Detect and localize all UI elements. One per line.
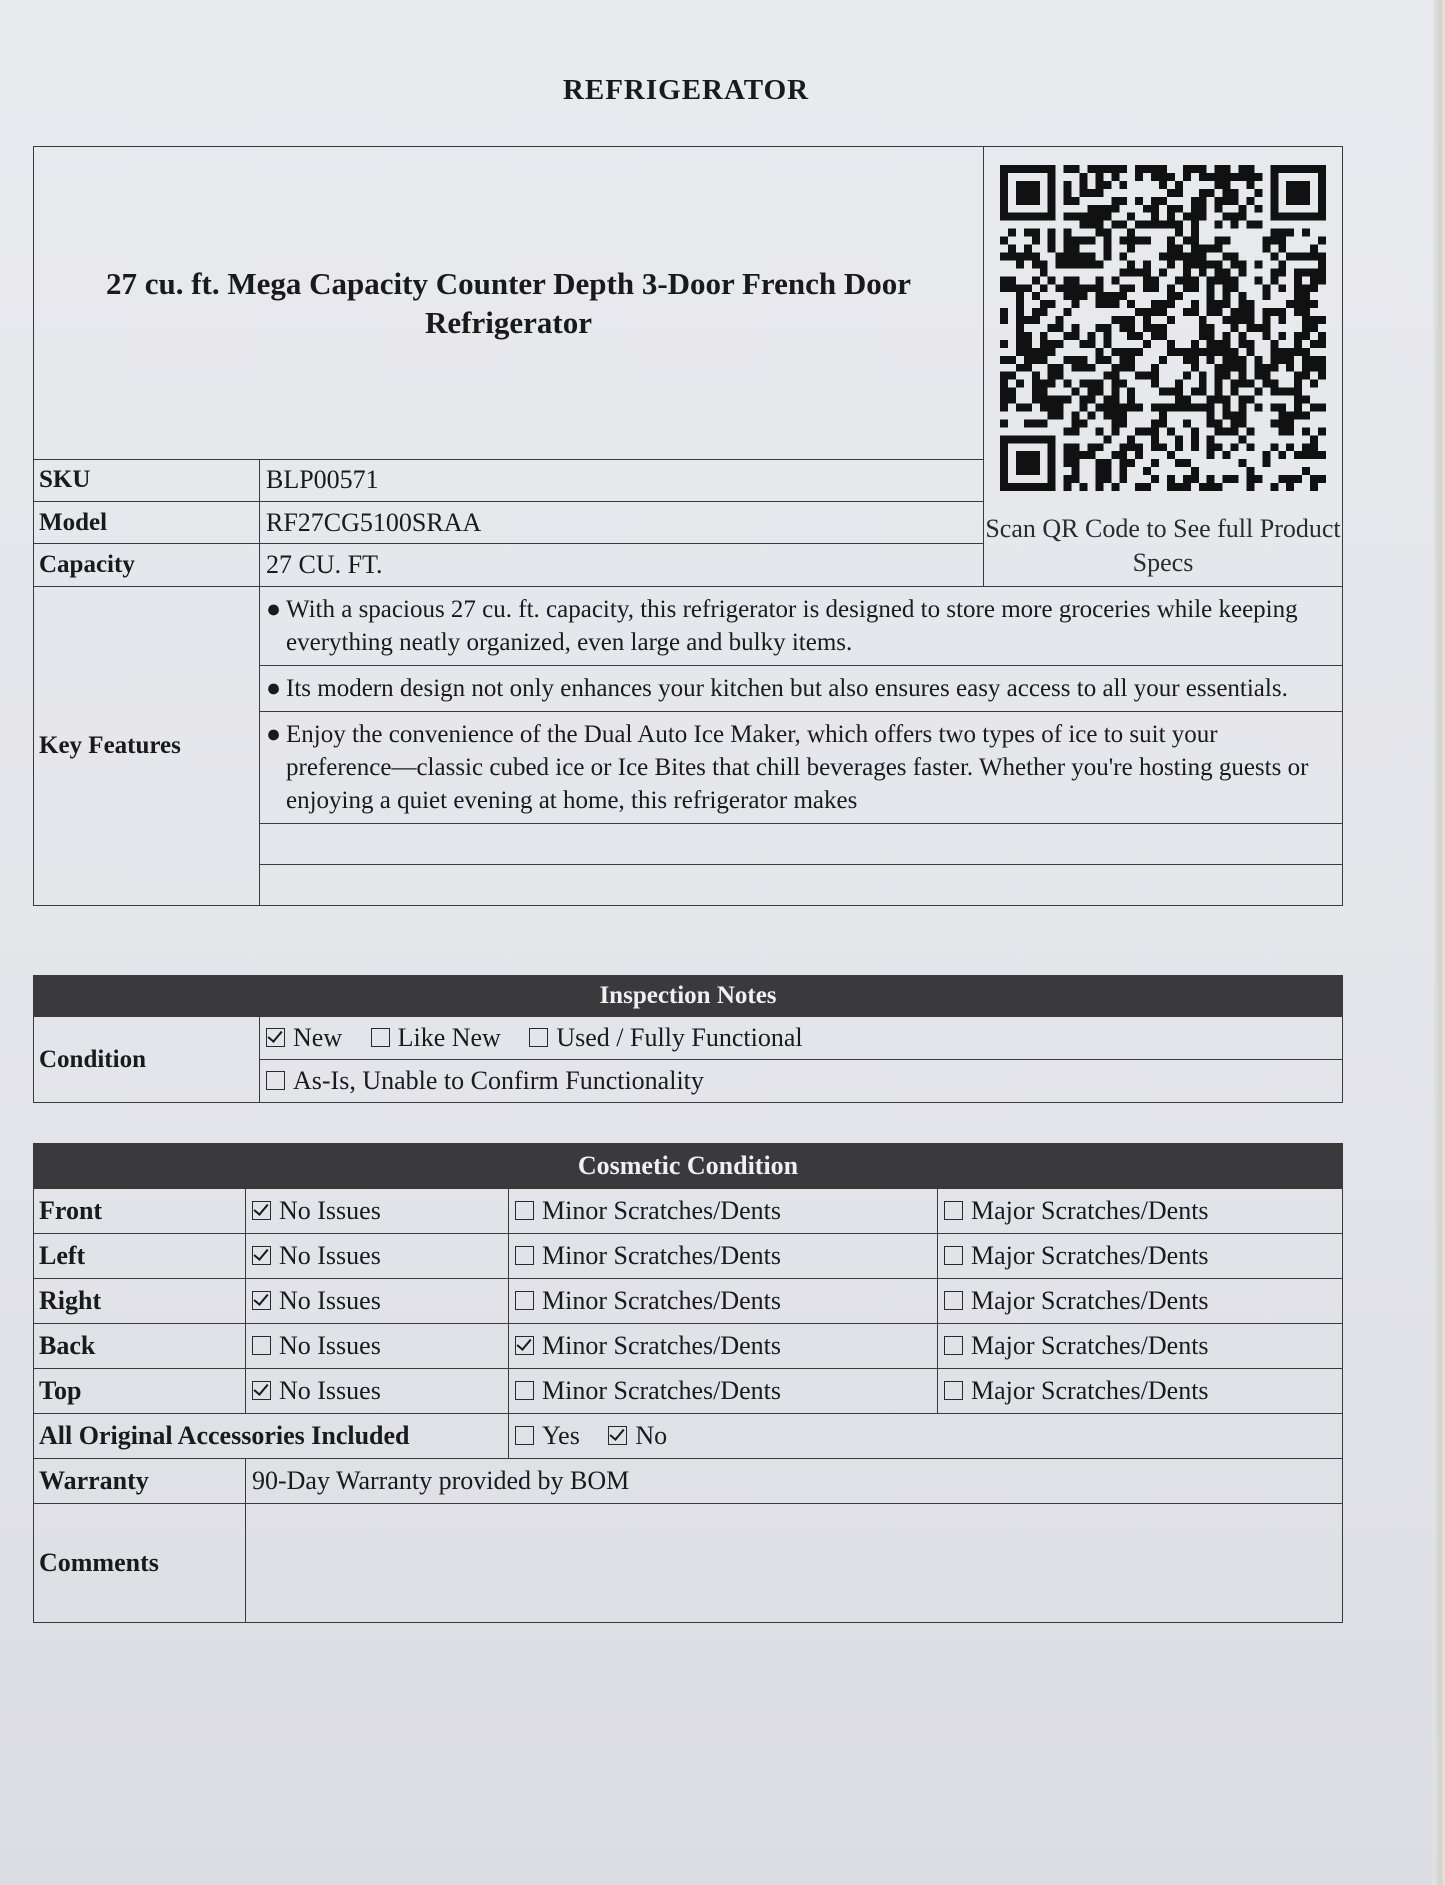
sku-label: SKU xyxy=(34,459,260,501)
condition-option-used[interactable]: Used / Fully Functional xyxy=(529,1023,802,1052)
checkbox-icon[interactable] xyxy=(515,1246,534,1265)
minor-scratches-option[interactable]: Minor Scratches/Dents xyxy=(509,1324,938,1369)
cosmetic-row xyxy=(34,1279,1343,1324)
checkbox-icon[interactable] xyxy=(266,1071,285,1090)
checkbox-icon[interactable] xyxy=(944,1336,963,1355)
page-edge xyxy=(1433,0,1445,1885)
checkbox-icon[interactable] xyxy=(515,1426,534,1445)
checkbox-icon[interactable] xyxy=(252,1246,271,1265)
minor-scratches-option[interactable]: Minor Scratches/Dents xyxy=(509,1369,938,1414)
model-value: RF27CG5100SRAA xyxy=(260,502,984,544)
checkbox-icon[interactable] xyxy=(515,1201,534,1220)
cosmetic-table xyxy=(33,1143,1343,1623)
feature-empty-row[interactable] xyxy=(260,824,1343,865)
qr-code-icon[interactable] xyxy=(1000,165,1326,491)
checkbox-icon[interactable] xyxy=(944,1201,963,1220)
sku-value: BLP00571 xyxy=(260,459,984,501)
bullet-icon: ● xyxy=(266,596,282,623)
cosmetic-row-label: Front xyxy=(34,1189,246,1234)
checkbox-icon[interactable] xyxy=(252,1336,271,1355)
cosmetic-row xyxy=(34,1369,1343,1414)
warranty-value: 90-Day Warranty provided by BOM xyxy=(246,1459,1343,1504)
inspection-heading: Inspection Notes xyxy=(34,976,1343,1017)
checkbox-icon[interactable] xyxy=(266,1028,285,1047)
checkbox-icon[interactable] xyxy=(515,1291,534,1310)
checkbox-icon[interactable] xyxy=(515,1381,534,1400)
accessories-label: All Original Accessories Included xyxy=(34,1414,509,1459)
feature-item: ● Enjoy the convenience of the Dual Auto Ice Maker, which offers two types of ice to suit your preference—classic cubed ice or Ice Bites that chill beverages faster. Whether you're hosting guests or enjoying a quiet evening at home, this refrigerator makes xyxy=(260,712,1343,824)
checkbox-icon[interactable] xyxy=(944,1381,963,1400)
checkbox-icon[interactable] xyxy=(608,1426,627,1445)
accessories-no-option[interactable]: No xyxy=(608,1421,667,1450)
warranty-label: Warranty xyxy=(34,1459,246,1504)
qr-cell xyxy=(984,147,1343,587)
checkbox-icon[interactable] xyxy=(252,1291,271,1310)
no-issues-option[interactable]: No Issues xyxy=(246,1324,509,1369)
condition-options-row xyxy=(260,1017,1343,1060)
major-scratches-option[interactable]: Major Scratches/Dents xyxy=(938,1234,1343,1279)
condition-option-as-is[interactable]: As-Is, Unable to Confirm Functionality xyxy=(266,1066,704,1095)
minor-scratches-option[interactable]: Minor Scratches/Dents xyxy=(509,1279,938,1324)
checkbox-icon[interactable] xyxy=(252,1381,271,1400)
minor-scratches-option[interactable]: Minor Scratches/Dents xyxy=(509,1189,938,1234)
feature-item: ● With a spacious 27 cu. ft. capacity, this refrigerator is designed to store more groceries while keeping everything neatly organized, even large and bulky items. xyxy=(260,587,1343,666)
condition-label: Condition xyxy=(34,1017,260,1103)
capacity-value: 27 CU. FT. xyxy=(260,544,984,587)
major-scratches-option[interactable]: Major Scratches/Dents xyxy=(938,1369,1343,1414)
condition-option-new[interactable]: New xyxy=(266,1023,342,1052)
checkbox-icon[interactable] xyxy=(944,1246,963,1265)
major-scratches-option[interactable]: Major Scratches/Dents xyxy=(938,1189,1343,1234)
checkbox-icon[interactable] xyxy=(944,1291,963,1310)
checkbox-icon[interactable] xyxy=(371,1028,390,1047)
cosmetic-row-label: Left xyxy=(34,1234,246,1279)
cosmetic-row xyxy=(34,1234,1343,1279)
no-issues-option[interactable]: No Issues xyxy=(246,1279,509,1324)
checkbox-icon[interactable] xyxy=(529,1028,548,1047)
inspection-table xyxy=(33,975,1343,1103)
bullet-icon: ● xyxy=(266,721,282,748)
checkbox-icon[interactable] xyxy=(252,1201,271,1220)
comments-field[interactable] xyxy=(246,1504,1343,1623)
feature-item: ● Its modern design not only enhances your kitchen but also ensures easy access to all your essentials. xyxy=(260,666,1343,712)
cosmetic-heading: Cosmetic Condition xyxy=(34,1144,1343,1189)
cosmetic-row-label: Back xyxy=(34,1324,246,1369)
feature-empty-row[interactable] xyxy=(260,865,1343,906)
no-issues-option[interactable]: No Issues xyxy=(246,1189,509,1234)
no-issues-option[interactable]: No Issues xyxy=(246,1234,509,1279)
document-title: REFRIGERATOR xyxy=(562,74,810,106)
condition-option-like-new[interactable]: Like New xyxy=(371,1023,501,1052)
product-table xyxy=(33,146,1343,906)
checkbox-icon[interactable] xyxy=(515,1336,534,1355)
bullet-icon: ● xyxy=(266,675,282,702)
major-scratches-option[interactable]: Major Scratches/Dents xyxy=(938,1279,1343,1324)
qr-caption: Scan QR Code to See full Product Specs xyxy=(985,514,1341,577)
minor-scratches-option[interactable]: Minor Scratches/Dents xyxy=(509,1234,938,1279)
cosmetic-row xyxy=(34,1189,1343,1234)
key-features-label: Key Features xyxy=(34,587,260,906)
no-issues-option[interactable]: No Issues xyxy=(246,1369,509,1414)
cosmetic-row-label: Right xyxy=(34,1279,246,1324)
capacity-label: Capacity xyxy=(34,544,260,587)
product-name: 27 cu. ft. Mega Capacity Counter Depth 3-Door French Door Refrigerator xyxy=(34,147,984,460)
accessories-options xyxy=(509,1414,1343,1459)
comments-label: Comments xyxy=(34,1504,246,1623)
major-scratches-option[interactable]: Major Scratches/Dents xyxy=(938,1324,1343,1369)
model-label: Model xyxy=(34,502,260,544)
accessories-yes-option[interactable]: Yes xyxy=(515,1421,580,1450)
cosmetic-row-label: Top xyxy=(34,1369,246,1414)
cosmetic-row xyxy=(34,1324,1343,1369)
condition-options-row xyxy=(260,1060,1343,1103)
